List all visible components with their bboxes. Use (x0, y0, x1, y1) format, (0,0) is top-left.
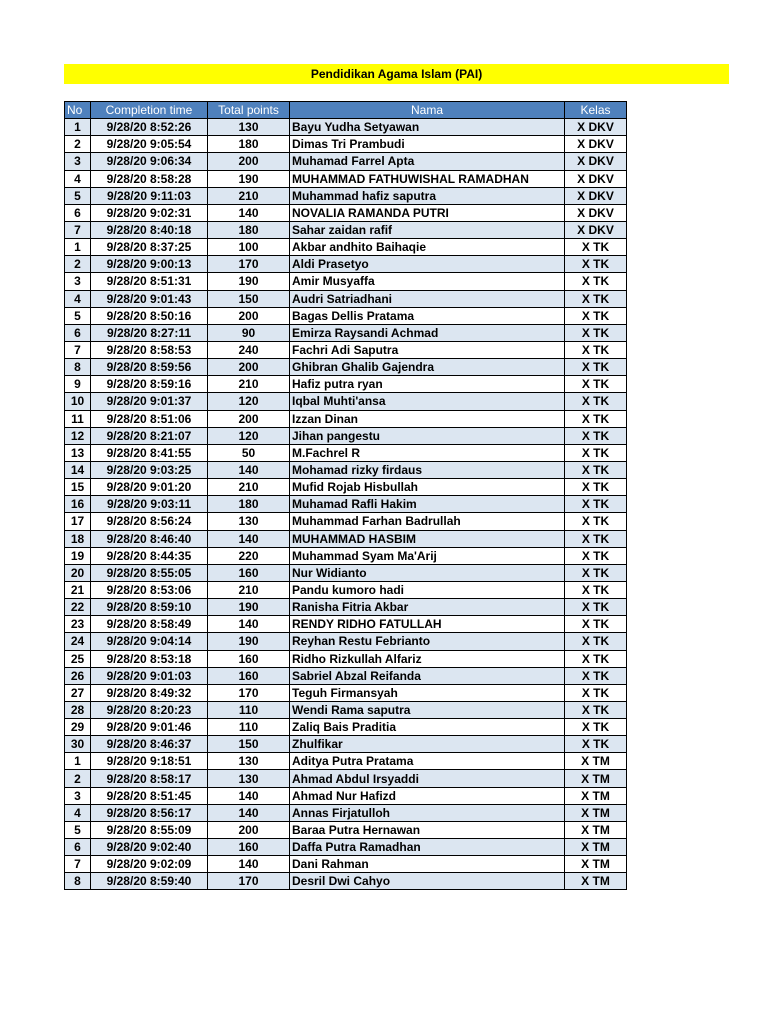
cell-kelas[interactable]: X DKV (565, 204, 627, 221)
cell-no[interactable]: 15 (65, 479, 91, 496)
cell-completion-time[interactable]: 9/28/20 9:04:14 (91, 633, 208, 650)
cell-total-points[interactable]: 180 (208, 496, 290, 513)
cell-kelas[interactable]: X TK (565, 547, 627, 564)
cell-no[interactable]: 30 (65, 736, 91, 753)
table-row[interactable] (65, 684, 627, 701)
table-row[interactable] (65, 616, 627, 633)
table-row[interactable] (65, 787, 627, 804)
cell-completion-time[interactable]: 9/28/20 8:55:05 (91, 564, 208, 581)
cell-nama[interactable]: Muhammad Farhan Badrullah (290, 513, 565, 530)
cell-kelas[interactable]: X TM (565, 787, 627, 804)
cell-completion-time[interactable]: 9/28/20 8:41:55 (91, 444, 208, 461)
cell-completion-time[interactable]: 9/28/20 8:58:53 (91, 341, 208, 358)
cell-kelas[interactable]: X DKV (565, 119, 627, 136)
cell-nama[interactable]: Desril Dwi Cahyo (290, 873, 565, 890)
cell-total-points[interactable]: 190 (208, 273, 290, 290)
cell-no[interactable]: 1 (65, 753, 91, 770)
column-header-no[interactable]: No (65, 102, 91, 119)
cell-total-points[interactable]: 210 (208, 187, 290, 204)
cell-total-points[interactable]: 200 (208, 410, 290, 427)
cell-nama[interactable]: Ranisha Fitria Akbar (290, 599, 565, 616)
column-header-kelas[interactable]: Kelas (565, 102, 627, 119)
cell-no[interactable]: 13 (65, 444, 91, 461)
cell-no[interactable]: 28 (65, 701, 91, 718)
cell-no[interactable]: 11 (65, 410, 91, 427)
cell-no[interactable]: 6 (65, 839, 91, 856)
table-row[interactable] (65, 650, 627, 667)
cell-nama[interactable]: Mohamad rizky firdaus (290, 461, 565, 478)
cell-nama[interactable]: Iqbal Muhti'ansa (290, 393, 565, 410)
cell-completion-time[interactable]: 9/28/20 8:59:10 (91, 599, 208, 616)
cell-completion-time[interactable]: 9/28/20 8:56:24 (91, 513, 208, 530)
cell-no[interactable]: 8 (65, 359, 91, 376)
cell-total-points[interactable]: 190 (208, 599, 290, 616)
cell-kelas[interactable]: X TM (565, 770, 627, 787)
cell-completion-time[interactable]: 9/28/20 9:01:20 (91, 479, 208, 496)
cell-nama[interactable]: Daffa Putra Ramadhan (290, 839, 565, 856)
cell-total-points[interactable]: 200 (208, 359, 290, 376)
cell-no[interactable]: 14 (65, 461, 91, 478)
cell-completion-time[interactable]: 9/28/20 8:59:40 (91, 873, 208, 890)
cell-no[interactable]: 16 (65, 496, 91, 513)
cell-completion-time[interactable]: 9/28/20 8:46:37 (91, 736, 208, 753)
table-row[interactable] (65, 479, 627, 496)
table-row[interactable] (65, 136, 627, 153)
cell-completion-time[interactable]: 9/28/20 8:51:31 (91, 273, 208, 290)
table-row[interactable] (65, 753, 627, 770)
cell-nama[interactable]: Sahar zaidan rafif (290, 221, 565, 238)
cell-total-points[interactable]: 130 (208, 753, 290, 770)
cell-total-points[interactable]: 170 (208, 256, 290, 273)
cell-nama[interactable]: Audri Satriadhani (290, 290, 565, 307)
table-row[interactable] (65, 530, 627, 547)
cell-kelas[interactable]: X TK (565, 376, 627, 393)
cell-completion-time[interactable]: 9/28/20 8:59:16 (91, 376, 208, 393)
cell-kelas[interactable]: X TK (565, 324, 627, 341)
cell-total-points[interactable]: 90 (208, 324, 290, 341)
cell-nama[interactable]: Bagas Dellis Pratama (290, 307, 565, 324)
cell-nama[interactable]: Muhamad Rafli Hakim (290, 496, 565, 513)
cell-no[interactable]: 21 (65, 581, 91, 598)
table-row[interactable] (65, 187, 627, 204)
cell-no[interactable]: 17 (65, 513, 91, 530)
cell-kelas[interactable]: X TK (565, 256, 627, 273)
cell-nama[interactable]: Ahmad Abdul Irsyaddi (290, 770, 565, 787)
table-row[interactable] (65, 821, 627, 838)
cell-completion-time[interactable]: 9/28/20 8:51:45 (91, 787, 208, 804)
cell-no[interactable]: 1 (65, 239, 91, 256)
cell-completion-time[interactable]: 9/28/20 9:02:40 (91, 839, 208, 856)
cell-total-points[interactable]: 140 (208, 204, 290, 221)
table-row[interactable] (65, 376, 627, 393)
cell-total-points[interactable]: 220 (208, 547, 290, 564)
cell-completion-time[interactable]: 9/28/20 8:58:28 (91, 170, 208, 187)
cell-total-points[interactable]: 190 (208, 633, 290, 650)
table-row[interactable] (65, 547, 627, 564)
cell-no[interactable]: 3 (65, 787, 91, 804)
cell-no[interactable]: 9 (65, 376, 91, 393)
table-row[interactable] (65, 667, 627, 684)
cell-completion-time[interactable]: 9/28/20 9:01:03 (91, 667, 208, 684)
cell-completion-time[interactable]: 9/28/20 9:06:34 (91, 153, 208, 170)
cell-nama[interactable]: Annas Firjatulloh (290, 804, 565, 821)
cell-nama[interactable]: Muhammad hafiz saputra (290, 187, 565, 204)
table-row[interactable] (65, 804, 627, 821)
document-title: Pendidikan Agama Islam (PAI) (64, 64, 729, 84)
cell-nama[interactable]: Bayu Yudha Setyawan (290, 119, 565, 136)
cell-nama[interactable]: Ahmad Nur Hafizd (290, 787, 565, 804)
cell-kelas[interactable]: X TK (565, 290, 627, 307)
column-header-completion-time[interactable]: Completion time (91, 102, 208, 119)
cell-no[interactable]: 19 (65, 547, 91, 564)
cell-no[interactable]: 29 (65, 719, 91, 736)
cell-nama[interactable]: Emirza Raysandi Achmad (290, 324, 565, 341)
cell-kelas[interactable]: X TM (565, 753, 627, 770)
cell-completion-time[interactable]: 9/28/20 9:05:54 (91, 136, 208, 153)
cell-completion-time[interactable]: 9/28/20 8:27:11 (91, 324, 208, 341)
cell-nama[interactable]: Izzan Dinan (290, 410, 565, 427)
cell-total-points[interactable]: 160 (208, 650, 290, 667)
cell-completion-time[interactable]: 9/28/20 8:55:09 (91, 821, 208, 838)
table-row[interactable] (65, 359, 627, 376)
cell-total-points[interactable]: 50 (208, 444, 290, 461)
table-row[interactable] (65, 256, 627, 273)
cell-completion-time[interactable]: 9/28/20 9:01:46 (91, 719, 208, 736)
cell-nama[interactable]: RENDY RIDHO FATULLAH (290, 616, 565, 633)
cell-kelas[interactable]: X TK (565, 513, 627, 530)
cell-nama[interactable]: Muhamad Farrel Apta (290, 153, 565, 170)
cell-no[interactable]: 8 (65, 873, 91, 890)
table-row[interactable] (65, 701, 627, 718)
cell-total-points[interactable]: 120 (208, 393, 290, 410)
cell-kelas[interactable]: X TK (565, 479, 627, 496)
cell-total-points[interactable]: 200 (208, 153, 290, 170)
cell-nama[interactable]: Hafiz putra ryan (290, 376, 565, 393)
cell-nama[interactable]: Pandu kumoro hadi (290, 581, 565, 598)
cell-completion-time[interactable]: 9/28/20 8:49:32 (91, 684, 208, 701)
cell-kelas[interactable]: X DKV (565, 170, 627, 187)
cell-no[interactable]: 10 (65, 393, 91, 410)
cell-completion-time[interactable]: 9/28/20 8:20:23 (91, 701, 208, 718)
cell-kelas[interactable]: X DKV (565, 136, 627, 153)
cell-total-points[interactable]: 120 (208, 427, 290, 444)
cell-kelas[interactable]: X TM (565, 804, 627, 821)
table-row[interactable] (65, 581, 627, 598)
table-row[interactable] (65, 599, 627, 616)
cell-kelas[interactable]: X TK (565, 581, 627, 598)
cell-kelas[interactable]: X TK (565, 701, 627, 718)
table-row[interactable] (65, 564, 627, 581)
cell-total-points[interactable]: 160 (208, 564, 290, 581)
cell-no[interactable]: 1 (65, 119, 91, 136)
cell-total-points[interactable]: 130 (208, 770, 290, 787)
cell-no[interactable]: 2 (65, 770, 91, 787)
table-row[interactable] (65, 633, 627, 650)
cell-completion-time[interactable]: 9/28/20 9:01:37 (91, 393, 208, 410)
cell-completion-time[interactable]: 9/28/20 9:03:25 (91, 461, 208, 478)
table-row[interactable] (65, 307, 627, 324)
table-row[interactable] (65, 839, 627, 856)
cell-completion-time[interactable]: 9/28/20 8:52:26 (91, 119, 208, 136)
cell-kelas[interactable]: X TK (565, 307, 627, 324)
cell-nama[interactable]: Aldi Prasetyo (290, 256, 565, 273)
cell-nama[interactable]: Ridho Rizkullah Alfariz (290, 650, 565, 667)
table-row[interactable] (65, 273, 627, 290)
cell-kelas[interactable]: X TK (565, 239, 627, 256)
cell-completion-time[interactable]: 9/28/20 9:11:03 (91, 187, 208, 204)
cell-nama[interactable]: Dimas Tri Prambudi (290, 136, 565, 153)
cell-completion-time[interactable]: 9/28/20 8:53:18 (91, 650, 208, 667)
cell-no[interactable]: 12 (65, 427, 91, 444)
cell-completion-time[interactable]: 9/28/20 9:01:43 (91, 290, 208, 307)
table-row[interactable] (65, 461, 627, 478)
cell-no[interactable]: 3 (65, 273, 91, 290)
cell-no[interactable]: 4 (65, 170, 91, 187)
cell-completion-time[interactable]: 9/28/20 8:21:07 (91, 427, 208, 444)
cell-completion-time[interactable]: 9/28/20 8:46:40 (91, 530, 208, 547)
table-row[interactable] (65, 221, 627, 238)
cell-no[interactable]: 27 (65, 684, 91, 701)
cell-total-points[interactable]: 140 (208, 530, 290, 547)
cell-total-points[interactable]: 150 (208, 736, 290, 753)
cell-nama[interactable]: Baraa Putra Hernawan (290, 821, 565, 838)
table-row[interactable] (65, 239, 627, 256)
cell-no[interactable]: 5 (65, 821, 91, 838)
cell-completion-time[interactable]: 9/28/20 9:02:09 (91, 856, 208, 873)
cell-total-points[interactable]: 180 (208, 221, 290, 238)
cell-kelas[interactable]: X TK (565, 736, 627, 753)
cell-total-points[interactable]: 180 (208, 136, 290, 153)
cell-kelas[interactable]: X TK (565, 564, 627, 581)
cell-no[interactable]: 4 (65, 804, 91, 821)
cell-completion-time[interactable]: 9/28/20 8:59:56 (91, 359, 208, 376)
cell-completion-time[interactable]: 9/28/20 8:58:49 (91, 616, 208, 633)
cell-kelas[interactable]: X TK (565, 444, 627, 461)
cell-kelas[interactable]: X DKV (565, 153, 627, 170)
cell-completion-time[interactable]: 9/28/20 8:44:35 (91, 547, 208, 564)
cell-kelas[interactable]: X TK (565, 650, 627, 667)
column-header-total-points[interactable]: Total points (208, 102, 290, 119)
cell-no[interactable]: 7 (65, 221, 91, 238)
cell-total-points[interactable]: 170 (208, 684, 290, 701)
cell-no[interactable]: 2 (65, 256, 91, 273)
cell-completion-time[interactable]: 9/28/20 8:40:18 (91, 221, 208, 238)
cell-nama[interactable]: Zhulfikar (290, 736, 565, 753)
cell-total-points[interactable]: 140 (208, 804, 290, 821)
cell-completion-time[interactable]: 9/28/20 8:53:06 (91, 581, 208, 598)
cell-kelas[interactable]: X TK (565, 530, 627, 547)
cell-kelas[interactable]: X TK (565, 599, 627, 616)
cell-kelas[interactable]: X TK (565, 684, 627, 701)
cell-no[interactable]: 23 (65, 616, 91, 633)
table-row[interactable] (65, 770, 627, 787)
cell-no[interactable]: 22 (65, 599, 91, 616)
table-row[interactable] (65, 290, 627, 307)
cell-total-points[interactable]: 140 (208, 616, 290, 633)
table-row[interactable] (65, 873, 627, 890)
cell-nama[interactable]: Ghibran Ghalib Gajendra (290, 359, 565, 376)
cell-nama[interactable]: M.Fachrel R (290, 444, 565, 461)
cell-nama[interactable]: Zaliq Bais Praditia (290, 719, 565, 736)
cell-completion-time[interactable]: 9/28/20 8:37:25 (91, 239, 208, 256)
cell-kelas[interactable]: X TM (565, 873, 627, 890)
cell-total-points[interactable]: 160 (208, 839, 290, 856)
cell-total-points[interactable]: 100 (208, 239, 290, 256)
cell-no[interactable]: 2 (65, 136, 91, 153)
cell-nama[interactable]: Sabriel Abzal Reifanda (290, 667, 565, 684)
cell-total-points[interactable]: 210 (208, 376, 290, 393)
cell-kelas[interactable]: X TK (565, 496, 627, 513)
table-row[interactable] (65, 719, 627, 736)
cell-nama[interactable]: Muhammad Syam Ma'Arij (290, 547, 565, 564)
cell-total-points[interactable]: 190 (208, 170, 290, 187)
cell-nama[interactable]: Wendi Rama saputra (290, 701, 565, 718)
cell-total-points[interactable]: 240 (208, 341, 290, 358)
cell-kelas[interactable]: X TK (565, 719, 627, 736)
cell-kelas[interactable]: X TK (565, 273, 627, 290)
table-body (65, 119, 627, 890)
cell-kelas[interactable]: X TK (565, 667, 627, 684)
table-row[interactable] (65, 444, 627, 461)
cell-no[interactable]: 25 (65, 650, 91, 667)
cell-nama[interactable]: Amir Musyaffa (290, 273, 565, 290)
table-row[interactable] (65, 496, 627, 513)
cell-total-points[interactable]: 210 (208, 581, 290, 598)
cell-kelas[interactable]: X TM (565, 839, 627, 856)
cell-total-points[interactable]: 110 (208, 719, 290, 736)
cell-total-points[interactable]: 110 (208, 701, 290, 718)
cell-total-points[interactable]: 170 (208, 873, 290, 890)
cell-kelas[interactable]: X TK (565, 633, 627, 650)
cell-no[interactable]: 20 (65, 564, 91, 581)
cell-completion-time[interactable]: 9/28/20 9:03:11 (91, 496, 208, 513)
cell-kelas[interactable]: X TK (565, 410, 627, 427)
cell-no[interactable]: 24 (65, 633, 91, 650)
cell-kelas[interactable]: X TM (565, 856, 627, 873)
cell-no[interactable]: 18 (65, 530, 91, 547)
table-row[interactable] (65, 856, 627, 873)
cell-no[interactable]: 7 (65, 856, 91, 873)
table-row[interactable] (65, 410, 627, 427)
cell-nama[interactable]: Teguh Firmansyah (290, 684, 565, 701)
table-row[interactable] (65, 170, 627, 187)
cell-nama[interactable]: Jihan pangestu (290, 427, 565, 444)
cell-total-points[interactable]: 140 (208, 461, 290, 478)
cell-no[interactable]: 5 (65, 307, 91, 324)
cell-nama[interactable]: Dani Rahman (290, 856, 565, 873)
cell-completion-time[interactable]: 9/28/20 9:00:13 (91, 256, 208, 273)
cell-no[interactable]: 3 (65, 153, 91, 170)
cell-completion-time[interactable]: 9/28/20 8:58:17 (91, 770, 208, 787)
results-table (64, 101, 627, 890)
cell-no[interactable]: 5 (65, 187, 91, 204)
cell-nama[interactable]: MUHAMMAD HASBIM (290, 530, 565, 547)
table-row[interactable] (65, 204, 627, 221)
cell-no[interactable]: 7 (65, 341, 91, 358)
table-row[interactable] (65, 736, 627, 753)
cell-completion-time[interactable]: 9/28/20 8:51:06 (91, 410, 208, 427)
cell-completion-time[interactable]: 9/28/20 9:18:51 (91, 753, 208, 770)
cell-kelas[interactable]: X DKV (565, 221, 627, 238)
cell-nama[interactable]: Aditya Putra Pratama (290, 753, 565, 770)
cell-completion-time[interactable]: 9/28/20 8:50:16 (91, 307, 208, 324)
cell-total-points[interactable]: 160 (208, 667, 290, 684)
table-header-row (65, 102, 627, 119)
cell-total-points[interactable]: 140 (208, 787, 290, 804)
cell-nama[interactable]: Fachri Adi Saputra (290, 341, 565, 358)
cell-no[interactable]: 26 (65, 667, 91, 684)
table-row[interactable] (65, 513, 627, 530)
cell-no[interactable]: 4 (65, 290, 91, 307)
table-row[interactable] (65, 119, 627, 136)
cell-nama[interactable]: NOVALIA RAMANDA PUTRI (290, 204, 565, 221)
cell-kelas[interactable]: X DKV (565, 187, 627, 204)
cell-total-points[interactable]: 140 (208, 856, 290, 873)
cell-total-points[interactable]: 210 (208, 479, 290, 496)
cell-kelas[interactable]: X TK (565, 461, 627, 478)
cell-total-points[interactable]: 130 (208, 119, 290, 136)
cell-kelas[interactable]: X TM (565, 821, 627, 838)
cell-nama[interactable]: Akbar andhito Baihaqie (290, 239, 565, 256)
cell-total-points[interactable]: 200 (208, 307, 290, 324)
table-row[interactable] (65, 324, 627, 341)
cell-nama[interactable]: Nur Widianto (290, 564, 565, 581)
table-row[interactable] (65, 393, 627, 410)
cell-total-points[interactable]: 150 (208, 290, 290, 307)
column-header-nama[interactable]: Nama (290, 102, 565, 119)
cell-kelas[interactable]: X TK (565, 393, 627, 410)
cell-kelas[interactable]: X TK (565, 359, 627, 376)
table-row[interactable] (65, 427, 627, 444)
cell-kelas[interactable]: X TK (565, 341, 627, 358)
cell-no[interactable]: 6 (65, 324, 91, 341)
table-row[interactable] (65, 153, 627, 170)
table-row[interactable] (65, 341, 627, 358)
cell-total-points[interactable]: 200 (208, 821, 290, 838)
cell-kelas[interactable]: X TK (565, 616, 627, 633)
cell-nama[interactable]: Reyhan Restu Febrianto (290, 633, 565, 650)
cell-kelas[interactable]: X TK (565, 427, 627, 444)
cell-completion-time[interactable]: 9/28/20 9:02:31 (91, 204, 208, 221)
cell-nama[interactable]: MUHAMMAD FATHUWISHAL RAMADHAN (290, 170, 565, 187)
cell-completion-time[interactable]: 9/28/20 8:56:17 (91, 804, 208, 821)
cell-nama[interactable]: Mufid Rojab Hisbullah (290, 479, 565, 496)
cell-no[interactable]: 6 (65, 204, 91, 221)
cell-total-points[interactable]: 130 (208, 513, 290, 530)
